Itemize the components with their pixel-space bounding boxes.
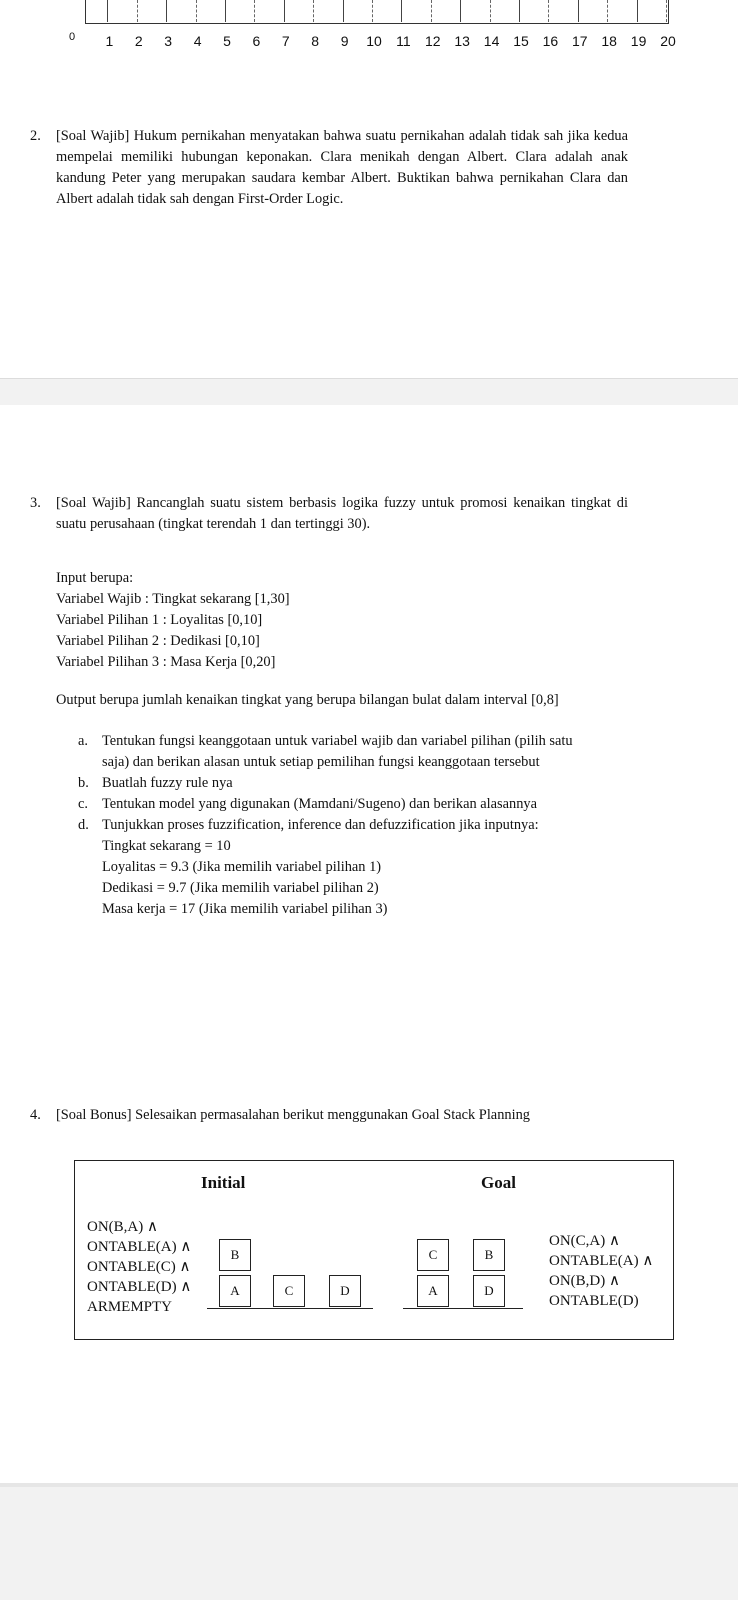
ruler-tick (372, 0, 374, 22)
ruler-label: 10 (366, 33, 382, 49)
block-b: B (473, 1239, 505, 1271)
initial-heading: Initial (201, 1173, 246, 1192)
ruler-tick (166, 0, 167, 22)
list-item-text: Tunjukkan proses fuzzification, inference dan defuzzification jika inputnya: (102, 817, 539, 833)
number-line-ruler (85, 0, 669, 24)
input-title: Input berupa: (56, 570, 134, 586)
ruler-tick (460, 0, 461, 22)
initial-table-surface (207, 1308, 373, 1309)
output-description: Output berupa jumlah kenaikan tingkat yang berupa bilangan bulat dalam interval [0,8] (56, 692, 559, 708)
ruler-label: 3 (164, 33, 173, 49)
question-3-text: [Soal Wajib] Rancanglah suatu sistem berbasis logika fuzzy untuk promosi kenaikan tingkat di suatu perusahaan (tingkat terendah 1 dan tertinggi 30). (56, 495, 628, 532)
ruler-tick (225, 0, 226, 22)
ruler-tick (254, 0, 256, 22)
input-line: Variabel Pilihan 3 : Masa Kerja [0,20] (56, 654, 276, 670)
ruler-label: 2 (134, 33, 143, 49)
goal-state-line: ONTABLE(D) (549, 1293, 639, 1309)
block-c: C (417, 1239, 449, 1271)
list-item-text: Loyalitas = 9.3 (Jika memilih variabel pilihan 1) (102, 859, 382, 875)
ruler-tick (313, 0, 315, 22)
goal-heading: Goal (481, 1173, 516, 1192)
page-1 (0, 0, 738, 378)
ruler-label: 18 (601, 33, 617, 49)
ruler-label: 4 (193, 33, 202, 49)
block-d: D (473, 1275, 505, 1307)
question-3-number: 3. (30, 495, 41, 511)
ruler-label: 14 (483, 33, 500, 49)
ruler-tick (578, 0, 579, 22)
ruler-tick (519, 0, 520, 22)
block-a: A (417, 1275, 449, 1307)
list-item-label: d. (78, 817, 89, 833)
initial-state-line: ON(B,A) ∧ (87, 1219, 158, 1235)
list-item-text: Dedikasi = 9.7 (Jika memilih variabel pilihan 2) (102, 880, 379, 896)
list-item-label: a. (78, 733, 88, 749)
ruler-label: 5 (223, 33, 231, 49)
ruler-tick (431, 0, 433, 22)
ruler-tick (196, 0, 198, 22)
ruler-tick (284, 0, 285, 22)
ruler-label: 11 (396, 33, 411, 49)
page-separator (0, 378, 738, 379)
ruler-tick (401, 0, 402, 22)
input-line: Variabel Wajib : Tingkat sekarang [1,30] (56, 591, 290, 607)
list-item-text: Tingkat sekarang = 10 (102, 838, 231, 854)
ruler-label: 0 (68, 31, 76, 43)
ruler-label: 7 (281, 33, 290, 49)
ruler-label: 17 (572, 33, 588, 49)
question-4-number: 4. (30, 1107, 41, 1123)
goal-table-surface (403, 1308, 523, 1309)
list-item-label: c. (78, 796, 88, 812)
list-item-text: saja) dan berikan alasan untuk setiap pemilihan fungsi keanggotaan tersebut (102, 754, 540, 770)
ruler-label: 15 (513, 33, 529, 49)
ruler-label: 8 (311, 33, 320, 49)
initial-state-line: ONTABLE(D) ∧ (87, 1279, 192, 1295)
list-item-text: Tentukan fungsi keanggotaan untuk variabel wajib dan variabel pilihan (pilih satu (102, 733, 573, 749)
ruler-label: 12 (425, 33, 441, 49)
ruler-tick (548, 0, 550, 22)
ruler-label: 6 (252, 33, 261, 49)
list-item-a (78, 731, 638, 773)
list-item-d (78, 815, 638, 920)
ruler-tick (490, 0, 492, 22)
ruler-tick (637, 0, 638, 22)
list-item-text: Tentukan model yang digunakan (Mamdani/Sugeno) dan berikan alasannya (102, 796, 537, 812)
goal-state-line: ON(C,A) ∧ (549, 1233, 620, 1249)
question-4-text: [Soal Bonus] Selesaikan permasalahan berikut menggunakan Goal Stack Planning (56, 1107, 530, 1123)
goal-state-line: ON(B,D) ∧ (549, 1273, 620, 1289)
list-item-text: Buatlah fuzzy rule nya (102, 775, 233, 791)
question-2-text: [Soal Wajib] Hukum pernikahan menyatakan bahwa suatu pernikahan adalah tidak sah jika kedua mempelai memiliki hubungan keponakan. Clara menikah dengan Albert. Clara adalah anak kandung Peter yang merupakan saudara kembar Albert. Buktikan bahwa pernikahan Clara dan Albert adalah tidak sah dengan First-Order Logic. (56, 128, 628, 207)
block-d: D (329, 1275, 361, 1307)
page-bottom-edge (0, 1483, 738, 1487)
initial-state-line: ONTABLE(C) ∧ (87, 1259, 191, 1275)
initial-state-line: ONTABLE(A) ∧ (87, 1239, 192, 1255)
ruler-tick (343, 0, 344, 22)
ruler-label: 9 (340, 33, 349, 49)
ruler-label: 13 (454, 33, 470, 49)
ruler-tick (607, 0, 609, 22)
list-item-b (78, 773, 638, 794)
list-item-text: Masa kerja = 17 (Jika memilih variabel pilihan 3) (102, 901, 388, 917)
ruler-tick (137, 0, 139, 22)
ruler-label: 19 (630, 33, 647, 49)
goal-state-line: ONTABLE(A) ∧ (549, 1253, 654, 1269)
ruler-label: 1 (105, 33, 114, 49)
question-2-number: 2. (30, 128, 41, 144)
block-c: C (273, 1275, 305, 1307)
block-a: A (219, 1275, 251, 1307)
initial-state-line: ARMEMPTY (87, 1299, 173, 1315)
input-line: Variabel Pilihan 2 : Dedikasi [0,10] (56, 633, 260, 649)
ruler-tick (666, 0, 668, 22)
input-line: Variabel Pilihan 1 : Loyalitas [0,10] (56, 612, 263, 628)
ruler-label: 20 (660, 33, 676, 49)
ruler-tick (107, 0, 108, 22)
list-item-c (78, 794, 638, 815)
ruler-label: 16 (542, 33, 559, 49)
block-b: B (219, 1239, 251, 1271)
planning-diagram (74, 1160, 674, 1340)
list-item-label: b. (78, 775, 89, 791)
